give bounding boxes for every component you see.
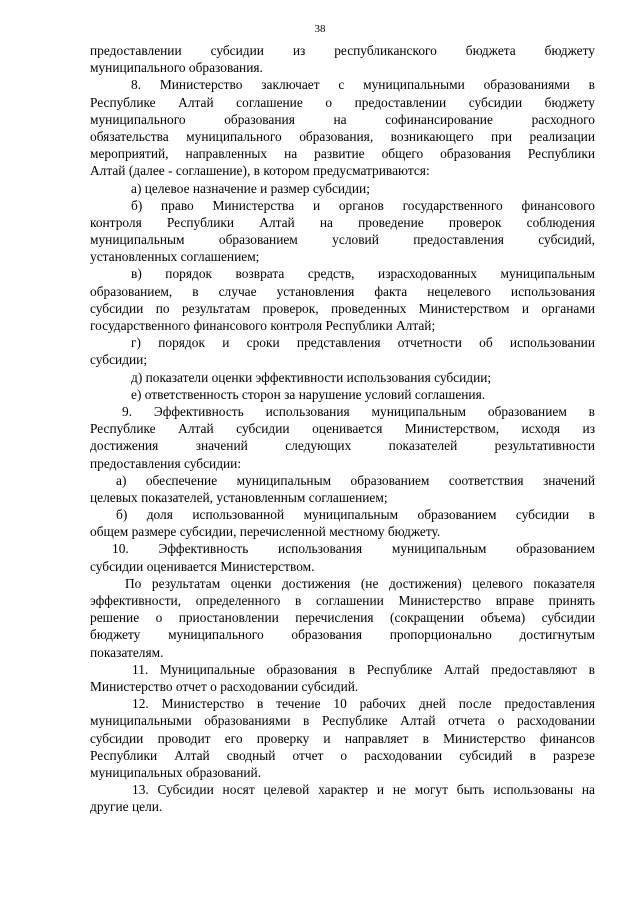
text-line: Республике Алтай субсидии оценивается Министерством, исходя из xyxy=(90,421,595,437)
paragraph-subitem-g xyxy=(90,334,595,368)
text-line: государственного финансового контроля Республики Алтай; xyxy=(90,318,436,333)
text-line: а) обеспечение муниципальным образованием соответствия значений xyxy=(116,472,595,488)
text-line: По результатам оценки достижения (не достижения) целевого показателя xyxy=(125,575,595,591)
paragraph-continuation xyxy=(90,42,595,76)
paragraph-subitem-v xyxy=(90,265,595,334)
paragraph-item-8 xyxy=(90,76,595,179)
text-line: 10. Эффективность использования муниципальным образованием xyxy=(112,541,595,557)
text-line: контроля Республики Алтай на проведение проверок соблюдения xyxy=(90,214,595,230)
paragraph-item-13 xyxy=(90,781,595,815)
text-line: целевых показателей, установленным соглашением; xyxy=(90,489,388,505)
text-line: д) показатели оценки эффективности использования субсидии; xyxy=(131,369,492,385)
text-line: установленных соглашением; xyxy=(90,249,260,265)
text-line: бюджету муниципального образования пропорционально достигнутым xyxy=(90,627,595,643)
text-line: муниципального образования на софинансирование расходного xyxy=(90,111,595,127)
paragraph-item-11 xyxy=(90,661,595,695)
text-line: мероприятий, направленных на развитие общего образования Республики xyxy=(90,146,595,162)
text-line: муниципальных образований. xyxy=(90,764,262,780)
text-line: предоставления субсидии: xyxy=(90,455,242,471)
paragraph-item-10 xyxy=(90,540,595,574)
text-line: Министерство отчет о расходовании субсидий. xyxy=(90,678,359,694)
text-line: решение о приостановлении перечисления (сокращении объема) субсидии xyxy=(90,610,595,626)
text-line: в) порядок возврата средств, израсходованных муниципальным xyxy=(131,266,595,282)
text-line: предоставлении субсидии из республиканского бюджета бюджету xyxy=(90,43,595,58)
paragraph-item-9 xyxy=(90,403,595,472)
text-line: 8. Министерство заключает с муниципальными образованиями в xyxy=(131,77,595,93)
text-line: другие цели. xyxy=(90,799,163,815)
text-line: 9. Эффективность использования муниципальным образованием в xyxy=(122,403,595,419)
paragraph-subitem-b-2 xyxy=(90,506,595,540)
text-line: 13. Субсидии носят целевой характер и не могут быть использованы на xyxy=(132,782,595,798)
text-line: Алтай (далее - соглашение), в котором предусматриваются: xyxy=(90,163,430,179)
page-number: 38 xyxy=(314,23,326,35)
text-line: обязательства муниципального образования, возникающего при реализации xyxy=(90,128,595,144)
paragraph-subitem-a-2 xyxy=(90,472,595,506)
text-line: субсидии оценивается Министерством. xyxy=(90,558,315,574)
text-line: Республике Алтай соглашение о предоставлении субсидии бюджету xyxy=(90,94,595,110)
paragraph-subitem-e xyxy=(90,386,595,403)
text-line: показателям. xyxy=(90,644,164,660)
text-line: е) ответственность сторон за нарушение условий соглашения. xyxy=(131,386,486,402)
paragraph-evaluation-results xyxy=(90,575,595,661)
text-line: 12. Министерство в течение 10 рабочих дней после предоставления xyxy=(132,696,595,712)
text-line: Республики Алтай сводный отчет о расходовании субсидий в разрезе xyxy=(90,747,595,763)
text-line: муниципального образования. xyxy=(90,60,263,76)
text-line: субсидии; xyxy=(90,352,148,368)
paragraph-subitem-a xyxy=(90,180,595,197)
text-line: субсидии по результатам проверок, проведенных Министерством и органами xyxy=(90,300,595,316)
text-line: г) порядок и сроки представления отчетности об использовании xyxy=(131,335,595,351)
text-line: общем размере субсидии, перечисленной местному бюджету. xyxy=(90,524,441,540)
text-line: муниципальным образованием условий предоставления субсидий, xyxy=(90,232,595,248)
text-line: а) целевое назначение и размер субсидии; xyxy=(131,180,370,196)
text-line: эффективности, определенного в соглашении Министерство вправе принять xyxy=(90,593,595,608)
text-line: образованием, в случае установления факта нецелевого использования xyxy=(90,283,595,299)
text-line: б) доля использованной муниципальным образованием субсидии в xyxy=(116,507,595,523)
text-line: 11. Муниципальные образования в Республике Алтай предоставляют в xyxy=(132,661,595,677)
text-line: муниципальными образованиями в Республике Алтай отчета о расходовании xyxy=(90,713,595,729)
paragraph-subitem-b xyxy=(90,197,595,266)
paragraph-subitem-d xyxy=(90,369,595,386)
document-body xyxy=(90,42,595,815)
text-line: б) право Министерства и органов государственного финансового xyxy=(131,197,595,213)
text-line: достижения значений следующих показателей результативности xyxy=(90,438,595,454)
paragraph-item-12 xyxy=(90,695,595,781)
text-line: субсидии проводит его проверку и направляет в Министерство финансов xyxy=(90,730,595,746)
